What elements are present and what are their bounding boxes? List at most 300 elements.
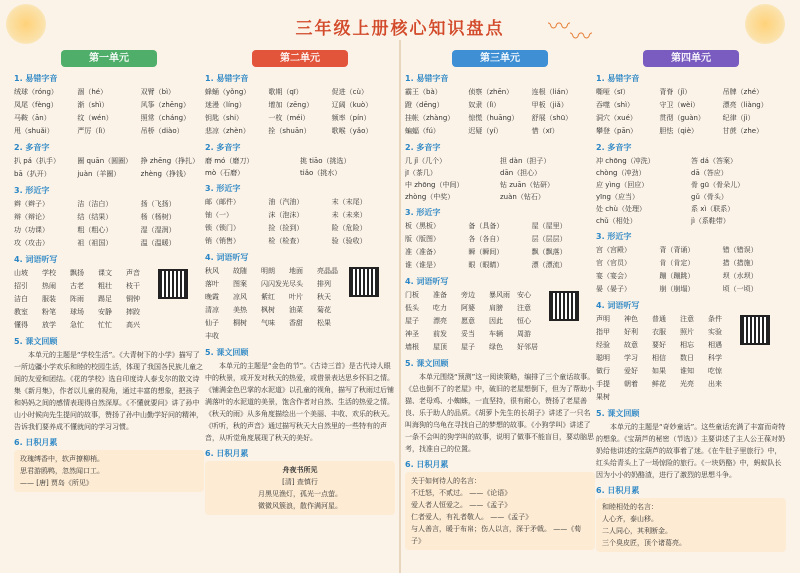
word: 忙忙 — [98, 321, 112, 329]
word: 秋天 — [317, 293, 331, 301]
word: 捡（捡到） — [268, 224, 304, 232]
word: 指甲 — [596, 328, 610, 336]
word: 增加（zēng） — [268, 101, 314, 109]
word: 秋风 — [205, 267, 219, 275]
word: 屋（屋里） — [531, 222, 567, 230]
word: 亮晶晶 — [317, 267, 338, 275]
word: 绒球（róng） — [14, 88, 58, 96]
word: 相遇 — [708, 341, 722, 349]
word: 磨 mó（磨刀） — [205, 157, 254, 165]
word: 招引 — [14, 282, 28, 290]
word: 嘶哑（sī） — [596, 88, 630, 96]
word: 歌期（qī） — [268, 88, 303, 96]
polyphone-grid — [405, 155, 595, 203]
word: 枝干 — [126, 282, 140, 290]
section-dictation: 4. 词语听写 — [14, 255, 58, 264]
word: 紫红 — [261, 293, 275, 301]
word: 蝙蝠（fú） — [405, 127, 440, 135]
word: zuàn（钻石） — [500, 193, 545, 201]
word: 中 zhōng（中间） — [405, 181, 464, 189]
word: zhèng（挣钱） — [140, 170, 190, 178]
word: 挂帐（zhàng） — [405, 114, 455, 122]
word: 踢足 — [98, 295, 112, 303]
word: 懂得 — [14, 321, 28, 329]
word: zhòng（中奖） — [405, 193, 455, 201]
word: 飘扬 — [70, 269, 84, 277]
word: 严厉（lì） — [77, 127, 110, 135]
word: 做行 — [596, 367, 610, 375]
word: 吃惊 — [708, 367, 722, 375]
section-similar-chars: 3. 形近字 — [405, 208, 441, 217]
unit-4-column — [596, 50, 786, 570]
poem-line: 微微风簇浪，散作满河星。 — [258, 502, 342, 510]
poem-line: 爱人者人恒爱之。 ——《孟子》 — [411, 501, 512, 509]
word: 肯（肯定） — [659, 259, 695, 267]
poem-title: 舟夜书所见 — [282, 466, 318, 474]
poem-line: 不迁怒，不贰过。 ——《论语》 — [411, 489, 512, 497]
section-daily: 6. 日积月累 — [14, 438, 58, 447]
word: 墙根 — [405, 343, 419, 351]
poem-line: 人心齐，泰山移。 — [602, 515, 658, 523]
word: 侦察（zhēn） — [468, 88, 514, 96]
word: 扒 pá（扒手） — [14, 157, 60, 165]
word: 背（背诵） — [659, 246, 695, 254]
word: juàn（羊圈） — [77, 170, 121, 178]
word: 谁（谁是） — [405, 261, 440, 269]
word: jì（系鞋带） — [691, 217, 730, 225]
word: 神圣 — [405, 330, 419, 338]
word: 菊花 — [317, 306, 331, 314]
pronunciation-grid — [596, 86, 786, 138]
word: 辩（辩论） — [14, 213, 49, 221]
word: 球场 — [70, 308, 84, 316]
word: 高兴 — [126, 321, 140, 329]
word: 宴（宴会） — [596, 272, 631, 280]
section-similar-chars: 3. 形近字 — [596, 232, 632, 241]
word: 课文 — [98, 269, 112, 277]
word: 聪明 — [596, 354, 610, 362]
word: 各（各自） — [468, 235, 504, 243]
word: 未（未来） — [331, 211, 367, 219]
page-title: 三年级上册核心知识盘点 — [295, 19, 505, 39]
word: 故随 — [233, 267, 247, 275]
section-polyphones: 2. 多音字 — [596, 143, 632, 152]
polyphone-grid — [205, 155, 395, 179]
similar-grid — [14, 198, 204, 250]
poem-box — [596, 498, 786, 552]
word: 屋子 — [461, 343, 475, 351]
word: 惊慌（huāng） — [468, 114, 519, 122]
word: 连根（lián） — [531, 88, 573, 96]
word: 吊桥（diào） — [140, 127, 184, 135]
section-daily: 6. 日积月累 — [405, 460, 449, 469]
word: 甩（shuǎi） — [14, 127, 54, 135]
review-text: 本单元的主题是“奇妙童话”。这些童话充满了丰富而奇特的想象。《宝葫芦的秘密（节选）》主要讲述了主人公王葆对奶奶给他讲述的宝葫芦的故事着了迷。《在牛肚子里旅行》中，红头给青头上了一场惊险的旅行。《一块奶酪》中，蚂蚁队长因为小小的奶酪渣，进行了激烈的思想斗争。 — [596, 423, 786, 479]
section-pronunciation: 1. 易错字音 — [596, 74, 640, 83]
word: 吞噬（shì） — [596, 101, 635, 109]
word: 一枚（méi） — [268, 114, 310, 122]
word: gǔ（骨头） — [691, 193, 728, 201]
word: 谁知 — [680, 367, 694, 375]
word: 处 chù（处理） — [596, 205, 646, 213]
word: 落叶 — [205, 280, 219, 288]
word: 蹦（蹦跳） — [659, 272, 695, 280]
word: dā（答应） — [691, 169, 728, 177]
word: 清凉 — [205, 306, 219, 314]
bird-icon: 〰 — [548, 15, 571, 40]
word: 涸（hé） — [77, 88, 108, 96]
word: 低头 — [405, 304, 419, 312]
section-pronunciation: 1. 易错字音 — [205, 74, 249, 83]
word: 准备 — [433, 291, 447, 299]
word: 教室 — [14, 308, 28, 316]
word: 叶片 — [289, 293, 303, 301]
word: 检（检查） — [268, 237, 304, 245]
word: 功（功课） — [14, 226, 49, 234]
review-text: 本单元的主题是“金色的节”。《古诗三首》是古代诗人眼中的秋景，或开发对秋天的热爱，或借景表达思乡怀旧之情。《铺满金色巴掌的水泥道》以孔童的视角，描写了秋雨过后铺满落叶的水泥道的美景，饱含作者对自然、生活的热爱之情。《秋天的雨》从多角度描绘出一个美丽、丰收、欢乐的秋天。《听听，秋的声音》通过描写秋天大自然里的一些特有的声音，从听觉角度展现了秋天的美好。 — [205, 362, 394, 442]
vocab-grid — [405, 289, 545, 354]
word: 阿婆 — [461, 304, 475, 312]
word: 周游 — [517, 330, 531, 338]
section-daily: 6. 日积月累 — [205, 449, 249, 458]
word: mò（石磨） — [205, 169, 245, 177]
word: 拴（shuān） — [268, 127, 311, 135]
word: 险（危险） — [331, 224, 367, 232]
poem-title: 和睦相处的名言： — [602, 503, 658, 511]
word: 频率（pín） — [331, 114, 371, 122]
word: 层（层层） — [531, 235, 567, 243]
word: 洁白 — [14, 295, 28, 303]
word: 洞穴（xué） — [596, 114, 637, 122]
bird-icon: 〰 — [570, 25, 593, 50]
word: 急忙 — [70, 321, 84, 329]
unit-2-header: 第二单元 — [252, 50, 348, 67]
section-dictation: 4. 词语听写 — [596, 301, 640, 310]
poem-line: 三个臭皮匠，顶个诸葛亮。 — [602, 539, 686, 547]
word: 漂亮（liàng） — [722, 101, 768, 109]
word: 丰收 — [205, 332, 219, 340]
word: 闪闪发光 — [261, 280, 289, 288]
word: 仙子 — [205, 319, 219, 327]
poem-title: 关于如何待人的名言： — [411, 477, 481, 485]
word: 科学 — [708, 354, 722, 362]
word: 声明 — [596, 315, 610, 323]
word: dān（担心） — [500, 169, 542, 177]
word: 注意 — [517, 304, 531, 312]
word: 顷（一顷） — [722, 285, 758, 293]
word: 油菜 — [289, 306, 303, 314]
word: 美热 — [233, 306, 247, 314]
word: 贯彻（guàn） — [659, 114, 705, 122]
word: 好利 — [624, 328, 638, 336]
section-similar-chars: 3. 形近字 — [14, 186, 50, 195]
review-text: 本单元的主题是“学校生活”。《大青树下的小学》描写了一所边疆小学欢乐和睦的校园生活，体现了我国各民族儿童之间的友爱和团结。《花的学校》选自印度诗人泰戈尔的散文诗集《新月集》，作者以儿童的视角，通过丰富的想象，把孩子和妈妈之间的感情表现得自然深厚。《不懂就要问》讲了孙中山小时候向先生提问的故事，赞扬了孙中山勤学好问的精神，告诉我们要养成不懂就问的学习习惯。 — [14, 351, 203, 431]
word: 铀（一） — [205, 211, 233, 219]
word: 杨（杨树） — [140, 213, 176, 221]
word: 放学 — [42, 321, 56, 329]
section-dictation: 4. 词语听写 — [205, 253, 249, 262]
word: 粉笔 — [42, 308, 56, 316]
word: 凤尾（fèng） — [14, 101, 58, 109]
word: 爱好 — [624, 367, 638, 375]
section-review: 5. 课文回顾 — [405, 359, 449, 368]
word: 漂（漂流） — [531, 261, 567, 269]
vocab-grid — [205, 265, 345, 343]
section-pronunciation: 1. 易错字音 — [14, 74, 58, 83]
word: 绿色 — [489, 343, 503, 351]
word: tiǎo（挑水） — [300, 169, 342, 177]
unit-3-column — [405, 50, 595, 570]
word: 辫（辫子） — [14, 200, 49, 208]
word: chòng（冲劲） — [596, 169, 646, 177]
word: 气味 — [261, 319, 275, 327]
word: 实验 — [708, 328, 722, 336]
vocab-grid — [596, 313, 736, 404]
word: 暴风雨 — [489, 291, 510, 299]
unit-1-header: 第一单元 — [61, 50, 157, 67]
word: 经验 — [596, 341, 610, 349]
section-pronunciation: 1. 易错字音 — [405, 74, 449, 83]
word: 双臂（bì） — [140, 88, 176, 96]
word: 纹（wén） — [77, 114, 113, 122]
word: 温（温暖） — [140, 239, 176, 247]
word: 照常（cháng） — [140, 114, 191, 122]
word: 如果 — [652, 367, 666, 375]
word: 注意 — [680, 315, 694, 323]
section-daily: 6. 日积月累 — [596, 486, 640, 495]
poem-line: 玫瑰缚香中，软声撩柳梢。 — [20, 455, 104, 463]
unit-1-column — [14, 50, 204, 570]
pronunciation-grid — [405, 86, 595, 138]
word: 担 dàn（担子） — [500, 157, 551, 165]
word: 光亮 — [680, 380, 694, 388]
poem-line: 二人同心，其利断金。 — [602, 527, 672, 535]
word: 准（准备） — [405, 248, 440, 256]
word: 手提 — [596, 380, 610, 388]
word: 结（结果） — [77, 213, 113, 221]
word: 照片 — [680, 328, 694, 336]
word: 相忘 — [680, 341, 694, 349]
word: 肩膀 — [489, 304, 503, 312]
qr-code-icon[interactable] — [740, 315, 770, 345]
word: 明朗 — [261, 267, 275, 275]
word: 漂亮 — [433, 317, 447, 325]
word: 相信 — [652, 354, 666, 362]
word: 蹬（dēng） — [405, 101, 444, 109]
poem-line: —— [唐] 贾岛《所见》 — [20, 479, 93, 487]
word: 扬（飞扬） — [140, 200, 176, 208]
word: 迟疑（yí） — [468, 127, 503, 135]
poem-box — [14, 450, 204, 492]
word: 官（官员） — [596, 259, 631, 267]
word: 恒心 — [517, 317, 531, 325]
word: 学校 — [42, 269, 56, 277]
qr-code-icon[interactable] — [158, 269, 188, 299]
word: 背脊（jǐ） — [659, 88, 692, 96]
section-review: 5. 课文回顾 — [14, 337, 58, 346]
word: 几 jǐ（几个） — [405, 157, 447, 165]
word: 条件 — [708, 315, 722, 323]
word: 好邻居 — [517, 343, 538, 351]
word: 图案 — [233, 280, 247, 288]
word: 钥匙（shi） — [205, 114, 244, 122]
polyphone-grid — [596, 155, 786, 227]
word: 声音 — [126, 269, 140, 277]
word: 衣服 — [652, 328, 666, 336]
word: 瞬（瞬间） — [468, 248, 504, 256]
word: 热闹 — [42, 282, 56, 290]
word: 销（销售） — [205, 237, 240, 245]
word: 祖（祖国） — [77, 239, 113, 247]
word: 粗（粗心） — [77, 226, 113, 234]
word: 风筝（zhēng） — [140, 101, 190, 109]
poem-box — [405, 472, 595, 550]
word: 神色 — [624, 315, 638, 323]
section-review: 5. 课文回顾 — [205, 348, 249, 357]
word: bā（扒开） — [14, 170, 51, 178]
word: 地面 — [289, 267, 303, 275]
word: 渐（shì） — [77, 101, 109, 109]
word: 阵雨 — [70, 295, 84, 303]
word: 车辆 — [489, 330, 503, 338]
word: 马鞍（ān） — [14, 114, 51, 122]
word: 吊牌（zhé） — [722, 88, 764, 96]
similar-grid — [205, 196, 395, 248]
word: 崩（崩塌） — [659, 285, 695, 293]
section-polyphones: 2. 多音字 — [405, 143, 441, 152]
word: 妥当 — [461, 330, 475, 338]
word: jī（茶几） — [405, 169, 437, 177]
word: 邮（邮件） — [205, 198, 240, 206]
word: 朝着 — [624, 380, 638, 388]
word: 错（错误） — [722, 246, 758, 254]
word: 末（末尾） — [331, 198, 367, 206]
word: 答 dá（答案） — [691, 157, 737, 165]
section-polyphones: 2. 多音字 — [205, 143, 241, 152]
word: 屋子 — [405, 317, 419, 325]
word: 数日 — [680, 354, 694, 362]
word: 门板 — [405, 291, 419, 299]
word: 安心 — [517, 291, 531, 299]
word: 应 yìng（回应） — [596, 181, 649, 189]
word: 湿（湿润） — [140, 226, 176, 234]
word: 悲凉（zhèn） — [205, 127, 250, 135]
word: 排列 — [317, 280, 331, 288]
word: 安静 — [98, 308, 112, 316]
poem-line: 思君游鸥鸭，忽然闻口工。 — [20, 467, 104, 475]
word: 愿意 — [461, 317, 475, 325]
word: 旁边 — [461, 291, 475, 299]
word: 迷漫（líng） — [205, 101, 246, 109]
word: 摔跤 — [126, 308, 140, 316]
similar-grid — [596, 244, 786, 296]
word: 甘蔗（zhe） — [722, 127, 764, 135]
section-dictation: 4. 词语听写 — [405, 277, 449, 286]
word: 挣 zhēng（挣扎） — [140, 157, 200, 165]
word: 飘（飘落） — [531, 248, 567, 256]
word: 挑 tiāo（挑选） — [300, 157, 351, 165]
word: 出来 — [708, 380, 722, 388]
word: 要好 — [652, 341, 666, 349]
poem-line: [清] 查慎行 — [282, 478, 318, 486]
word: 系 xì（联系） — [691, 205, 735, 213]
word: 守卫（wèi） — [659, 101, 700, 109]
word: 歌喉（yǎo） — [331, 127, 373, 135]
poem-box — [205, 461, 395, 515]
word: 坝（水坝） — [722, 272, 758, 280]
word: 油（汽油） — [268, 198, 304, 206]
word: 学习 — [624, 354, 638, 362]
word: 服装 — [42, 295, 56, 303]
word: 桐树 — [233, 319, 247, 327]
word: 钻 zuān（钻研） — [500, 181, 555, 189]
word: 果树 — [596, 393, 610, 401]
word: 晏（晏子） — [596, 285, 631, 293]
poem-line: 仁者爱人，有礼者敬人。 ——《孟子》 — [411, 513, 533, 521]
word: 粗壮 — [98, 282, 112, 290]
word: 蜂蛹（yǒng） — [205, 88, 251, 96]
word: 锁（锁门） — [205, 224, 240, 232]
word: 松果 — [317, 319, 331, 327]
word: 普通 — [652, 315, 666, 323]
word: 古老 — [70, 282, 84, 290]
word: 攀登（pān） — [596, 127, 638, 135]
word: 屋顶 — [433, 343, 447, 351]
qr-code-icon[interactable] — [549, 291, 579, 321]
word: 枫树 — [261, 306, 275, 314]
word: 板（黑板） — [405, 222, 440, 230]
review-text: 本单元围绕“预测”这一阅读策略，编排了三个童话故事。《总也倒不了的老屋》中，破旧的老屋想倒下，但为了帮助小猫、老母鸡、小蜘蛛，一直坚持，很有耐心，赞扬了老屋善良、乐于助人的品质。《胡萝卜先生的长胡子》讲述了一只名叫海狗的乌龟在寻找自己的梦想的故事。《小狗学叫》讲述了一条不会叫的狗学叫的故事，说明了做事不能盲目，要动脑思考，找准自己的位置。 — [405, 373, 595, 453]
section-polyphones: 2. 多音字 — [14, 143, 50, 152]
word: 凉风 — [233, 293, 247, 301]
word: 验（验收） — [331, 237, 367, 245]
word: 攻（攻击） — [14, 239, 49, 247]
word: 舒展（shū） — [531, 114, 573, 122]
polyphone-grid — [14, 155, 204, 181]
word: 吃力 — [433, 304, 447, 312]
similar-grid — [405, 220, 595, 272]
word: 山坡 — [14, 269, 28, 277]
word: 辽阔（kuò） — [331, 101, 373, 109]
poem-line: 与人善言，暖于布帛；伤人以言，深于矛戟。 ——《荀子》 — [411, 525, 582, 545]
word: 纪律（jì） — [722, 114, 755, 122]
word: 措（措施） — [722, 259, 758, 267]
poem-line: 月黑见渔灯，孤光一点萤。 — [258, 490, 342, 498]
vocab-grid — [14, 267, 154, 332]
word: 沫（泡沫） — [268, 211, 304, 219]
page-divider — [399, 40, 401, 573]
word: 备（具备） — [468, 222, 504, 230]
word: yīng（应当） — [596, 193, 639, 201]
unit-3-header: 第三单元 — [452, 50, 548, 67]
pronunciation-grid — [14, 86, 204, 138]
qr-code-icon[interactable] — [349, 267, 379, 297]
word: 尽头 — [289, 280, 303, 288]
word: 圈 quān（圆圈） — [77, 157, 133, 165]
word: 宫（宫殿） — [596, 246, 631, 254]
word: 因此 — [489, 317, 503, 325]
word: 晚霞 — [205, 293, 219, 301]
pronunciation-grid — [205, 86, 395, 138]
word: 眼（眼睛） — [468, 261, 504, 269]
word: 洁（洁白） — [77, 200, 113, 208]
word: 甲板（jiǎ） — [531, 101, 568, 109]
section-review: 5. 课文回顾 — [596, 409, 640, 418]
word: 铜钟 — [126, 295, 140, 303]
unit-2-column — [205, 50, 395, 570]
word: 鲜花 — [652, 380, 666, 388]
word: 骨 gū（骨朵儿） — [691, 181, 745, 189]
